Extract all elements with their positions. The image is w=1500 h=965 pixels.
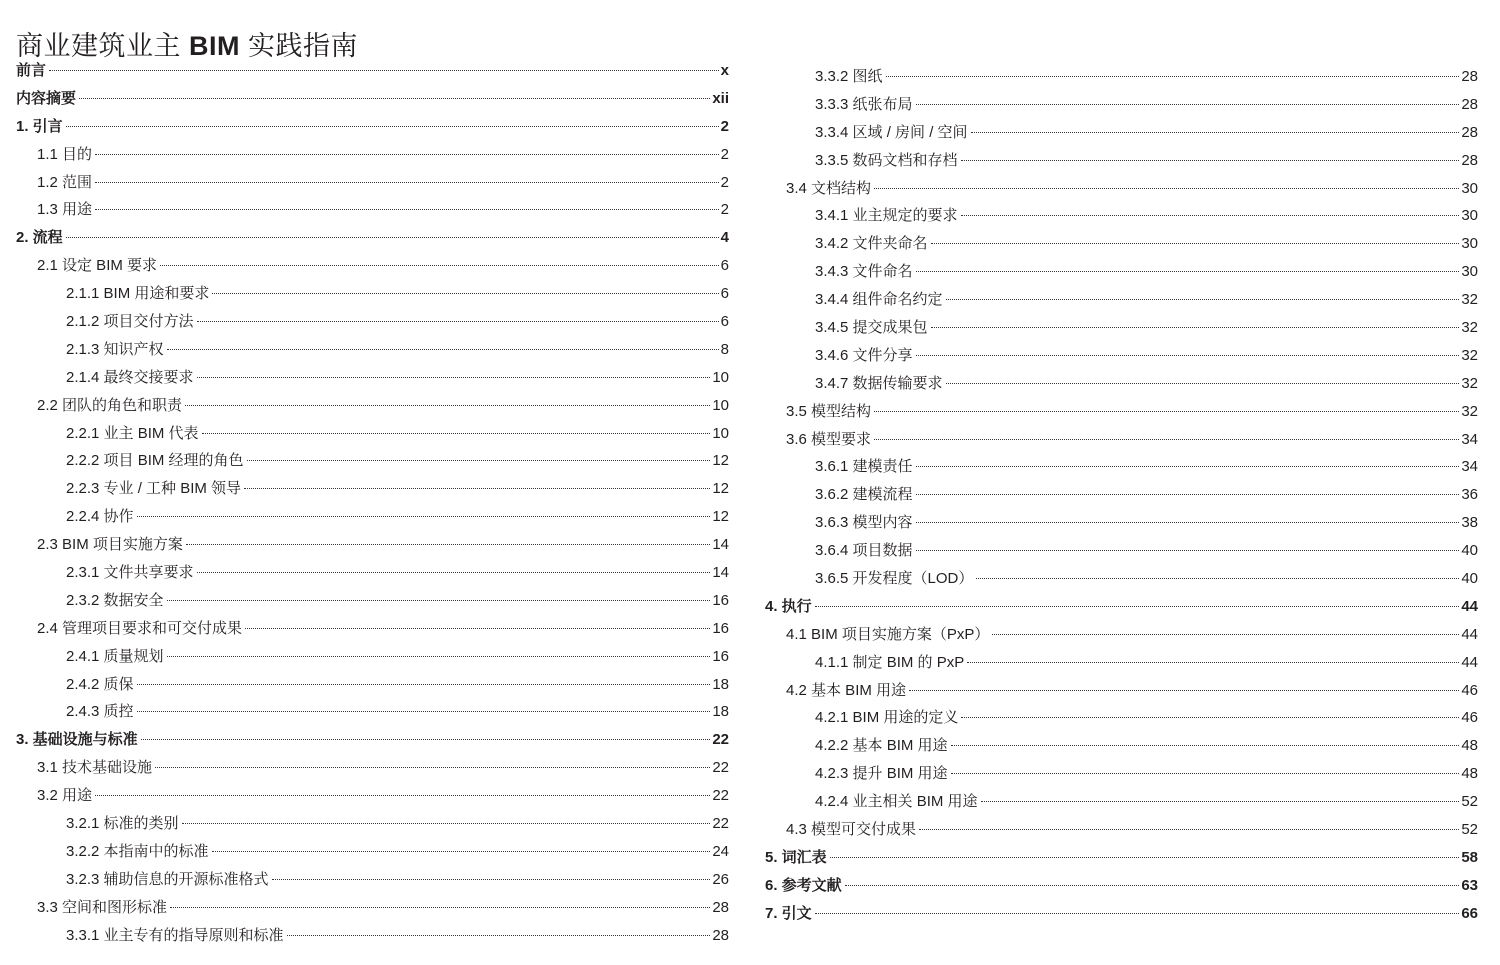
toc-entry[interactable] <box>765 426 1478 454</box>
dot-leader <box>185 405 710 406</box>
toc-entry-page-number: 30 <box>1461 263 1478 281</box>
dot-leader <box>981 801 1460 802</box>
toc-entry-label: 2.1.3 知识产权 <box>66 340 164 358</box>
dot-leader <box>961 160 1460 161</box>
dot-leader <box>951 745 1460 746</box>
dot-leader <box>916 271 1460 272</box>
toc-entry-label: 3.2.3 辅助信息的开源标准格式 <box>66 870 269 888</box>
toc-entry-page-number: 16 <box>712 591 729 609</box>
toc-entry-label: 1.2 范围 <box>37 173 93 191</box>
toc-entry-label: 3.3.4 区域 / 房间 / 空间 <box>815 123 968 141</box>
toc-entry-label: 3.3.2 图纸 <box>815 68 883 85</box>
dot-leader <box>916 494 1460 495</box>
toc-entry-page-number: 44 <box>1461 653 1478 671</box>
toc-entry-label: 3.4.4 组件命名约定 <box>815 291 943 309</box>
dot-leader <box>909 690 1459 691</box>
dot-leader <box>160 265 719 266</box>
dot-leader <box>815 913 1460 914</box>
toc-entry-page-number: 12 <box>712 480 729 498</box>
dot-leader <box>971 132 1460 133</box>
dot-leader <box>874 188 1459 189</box>
dot-leader <box>197 321 719 322</box>
toc-entry[interactable] <box>765 509 1478 537</box>
toc-entry-label: 2.4 管理项目要求和可交付成果 <box>37 619 243 637</box>
toc-entry-page-number: 63 <box>1461 876 1478 894</box>
toc-entry-page-number: 6 <box>720 257 729 275</box>
toc-entry[interactable] <box>765 732 1478 760</box>
toc-entry[interactable] <box>765 844 1478 872</box>
toc-entry-page-number: 34 <box>1461 458 1478 476</box>
toc-entry-label: 3.1 技术基础设施 <box>37 759 153 777</box>
toc-entry[interactable] <box>16 196 729 224</box>
toc-entry-label: 1.3 用途 <box>37 201 93 219</box>
toc-entry[interactable] <box>16 447 729 475</box>
toc-entry-page-number: 48 <box>1461 765 1478 783</box>
toc-entry-label: 3.2 用途 <box>37 787 93 805</box>
dot-leader <box>272 879 711 880</box>
toc-entry[interactable] <box>765 202 1478 230</box>
toc-entry[interactable] <box>765 900 1478 928</box>
toc-entry[interactable] <box>765 175 1478 203</box>
toc-entry[interactable] <box>765 398 1478 426</box>
toc-entry-page-number: 28 <box>1461 68 1478 85</box>
toc-entry-page-number: 28 <box>712 898 729 916</box>
toc-entry[interactable] <box>765 621 1478 649</box>
page-title-prefix: 商业建筑业主 <box>16 31 190 62</box>
toc-entry-page-number: 12 <box>712 452 729 470</box>
toc-entry-page-number: 14 <box>712 536 729 554</box>
dot-leader <box>137 684 711 685</box>
toc-entry[interactable] <box>16 308 729 336</box>
toc-entry-page-number: 28 <box>1461 95 1478 113</box>
toc-entry[interactable] <box>765 537 1478 565</box>
toc-entry-page-number: 32 <box>1461 319 1478 337</box>
dot-leader <box>167 349 719 350</box>
toc-entry-label: 3.4 文档结构 <box>786 179 872 197</box>
toc-entry-page-number: 4 <box>720 229 729 247</box>
toc-left-column <box>16 57 729 950</box>
toc-entry[interactable] <box>765 816 1478 844</box>
toc-entry[interactable] <box>16 392 729 420</box>
dot-leader <box>167 600 711 601</box>
dot-leader <box>66 126 719 127</box>
toc-entry-label: 3.6.5 开发程度（LOD） <box>815 570 974 588</box>
dot-leader <box>961 215 1460 216</box>
dot-leader <box>49 70 719 71</box>
toc-entry-page-number: 32 <box>1461 346 1478 364</box>
toc-entry-label: 2.2.3 专业 / 工种 BIM 领导 <box>66 480 242 498</box>
toc-entry-label: 3.6.3 模型内容 <box>815 514 913 532</box>
toc-entry-label: 3.2.1 标准的类别 <box>66 815 179 833</box>
toc-entry[interactable] <box>765 119 1478 147</box>
dot-leader <box>137 516 711 517</box>
dot-leader <box>66 237 719 238</box>
toc-entry[interactable] <box>765 788 1478 816</box>
toc-entry-label: 6. 参考文献 <box>765 876 842 894</box>
toc-entry-label: 4.2.4 业主相关 BIM 用途 <box>815 793 978 811</box>
toc-entry-page-number: 14 <box>712 564 729 582</box>
toc-entry-page-number: 30 <box>1461 235 1478 253</box>
toc-entry-label: 2.4.3 质控 <box>66 703 134 721</box>
toc-entry[interactable] <box>765 286 1478 314</box>
toc-entry[interactable] <box>16 726 729 754</box>
toc-entry[interactable] <box>765 370 1478 398</box>
dot-leader <box>287 935 711 936</box>
toc-entry-page-number: x <box>720 62 729 79</box>
dot-leader <box>916 104 1460 105</box>
toc-entry-label: 3.4.7 数据传输要求 <box>815 374 943 392</box>
toc-entry-page-number: 48 <box>1461 737 1478 755</box>
toc-entry-page-number: 22 <box>712 815 729 833</box>
dot-leader <box>961 717 1459 718</box>
toc-entry[interactable] <box>16 280 729 308</box>
dot-leader <box>815 606 1460 607</box>
toc-entry[interactable] <box>16 475 729 503</box>
toc-entry-label: 3.5 模型结构 <box>786 402 872 420</box>
toc-entry-page-number: 6 <box>720 285 729 303</box>
dot-leader <box>919 829 1459 830</box>
toc-entry-page-number: 10 <box>712 424 729 442</box>
toc-entry-page-number: 2 <box>720 117 729 135</box>
dot-leader <box>167 656 711 657</box>
toc-entry-label: 2.2 团队的角色和职责 <box>37 396 183 414</box>
toc-entry-label: 3. 基础设施与标准 <box>16 731 138 749</box>
toc-entry-label: 内容摘要 <box>16 89 77 107</box>
toc-entry-label: 2.4.2 质保 <box>66 675 134 693</box>
toc-entry-page-number: 2 <box>720 173 729 191</box>
toc-entry-label: 1.1 目的 <box>37 145 93 163</box>
toc-entry-label: 5. 词汇表 <box>765 848 827 866</box>
toc-entry[interactable] <box>765 342 1478 370</box>
toc-entry-label: 2.1.2 项目交付方法 <box>66 313 194 331</box>
toc-entry[interactable] <box>16 113 729 141</box>
dot-leader <box>976 578 1459 579</box>
dot-leader <box>141 739 711 740</box>
dot-leader <box>916 522 1460 523</box>
dot-leader <box>916 355 1460 356</box>
toc-entry-label: 3.4.5 提交成果包 <box>815 319 928 337</box>
toc-entry-page-number: 28 <box>1461 151 1478 169</box>
dot-leader <box>197 377 711 378</box>
toc-entry[interactable] <box>16 643 729 671</box>
toc-entry-label: 3.3.5 数码文档和存档 <box>815 151 958 169</box>
toc-entry[interactable] <box>16 85 729 113</box>
toc-entry[interactable] <box>16 782 729 810</box>
toc-entry-label: 2.1.4 最终交接要求 <box>66 368 194 386</box>
toc-entry-label: 3.3 空间和图形标准 <box>37 898 168 916</box>
toc-right-column <box>765 63 1478 928</box>
toc-entry-label: 3.6.1 建模责任 <box>815 458 913 476</box>
toc-entry[interactable] <box>765 63 1478 91</box>
toc-entry[interactable] <box>16 336 729 364</box>
toc-entry-page-number: 10 <box>712 368 729 386</box>
dot-leader <box>845 885 1460 886</box>
toc-entry-label: 3.3.3 纸张布局 <box>815 95 913 113</box>
toc-entry-page-number: 16 <box>712 647 729 665</box>
toc-entry[interactable] <box>765 481 1478 509</box>
toc-entry[interactable] <box>765 258 1478 286</box>
dot-leader <box>951 773 1460 774</box>
toc-entry-page-number: 28 <box>1461 123 1478 141</box>
toc-entry-label: 4. 执行 <box>765 597 812 615</box>
dot-leader <box>886 76 1460 77</box>
toc-entry-page-number: 34 <box>1461 430 1478 448</box>
toc-entry[interactable] <box>16 810 729 838</box>
toc-entry-page-number: 26 <box>712 870 729 888</box>
toc-entry[interactable] <box>16 671 729 699</box>
dot-leader <box>95 209 719 210</box>
toc-entry[interactable] <box>765 704 1478 732</box>
dot-leader <box>95 795 710 796</box>
page-title-bold: BIM <box>189 31 241 62</box>
toc-entry-page-number: 36 <box>1461 486 1478 504</box>
dot-leader <box>931 243 1460 244</box>
toc-entry-label: 3.6 模型要求 <box>786 430 872 448</box>
toc-entry-label: 2.4.1 质量规划 <box>66 647 164 665</box>
toc-entry-page-number: 30 <box>1461 207 1478 225</box>
toc-entry-label: 2.1.1 BIM 用途和要求 <box>66 285 210 303</box>
dot-leader <box>946 383 1460 384</box>
dot-leader <box>155 767 710 768</box>
toc-entry-page-number: 22 <box>712 787 729 805</box>
dot-leader <box>992 634 1459 635</box>
toc-entry-label: 4.3 模型可交付成果 <box>786 821 917 839</box>
dot-leader <box>244 488 710 489</box>
toc-entry-page-number: 52 <box>1461 821 1478 839</box>
toc-entry-page-number: 28 <box>712 926 729 944</box>
toc-entry-page-number: 18 <box>712 703 729 721</box>
toc-entry-page-number: 10 <box>712 396 729 414</box>
toc-entry-page-number: 32 <box>1461 402 1478 420</box>
toc-entry-page-number: 30 <box>1461 179 1478 197</box>
toc-entry[interactable] <box>765 314 1478 342</box>
toc-entry-label: 2.2.2 项目 BIM 经理的角色 <box>66 452 244 470</box>
toc-entry[interactable] <box>765 91 1478 119</box>
toc-entry[interactable] <box>16 698 729 726</box>
toc-entry-label: 2.3.2 数据安全 <box>66 591 164 609</box>
toc-entry[interactable] <box>16 838 729 866</box>
toc-entry-label: 2.3.1 文件共享要求 <box>66 564 194 582</box>
toc-entry-page-number: xii <box>712 89 729 107</box>
toc-entry-page-number: 38 <box>1461 514 1478 532</box>
dot-leader <box>202 433 711 434</box>
toc-entry-label: 3.3.1 业主专有的指导原则和标准 <box>66 926 284 944</box>
toc-entry[interactable] <box>16 754 729 782</box>
dot-leader <box>245 628 710 629</box>
toc-entry-page-number: 8 <box>720 340 729 358</box>
toc-entry-page-number: 16 <box>712 619 729 637</box>
dot-leader <box>95 154 719 155</box>
toc-entry[interactable] <box>765 147 1478 175</box>
dot-leader <box>967 662 1459 663</box>
toc-entry[interactable] <box>16 615 729 643</box>
toc-entry[interactable] <box>16 531 729 559</box>
toc-entry[interactable] <box>16 866 729 894</box>
toc-entry-label: 4.1 BIM 项目实施方案（PxP） <box>786 625 990 643</box>
toc-entry[interactable] <box>765 677 1478 705</box>
toc-entry-page-number: 46 <box>1461 681 1478 699</box>
dot-leader <box>186 544 710 545</box>
dot-leader <box>931 327 1460 328</box>
toc-entry[interactable] <box>16 894 729 922</box>
toc-entry[interactable] <box>765 649 1478 677</box>
toc-entry-page-number: 22 <box>712 731 729 749</box>
toc-entry-page-number: 32 <box>1461 291 1478 309</box>
toc-entry[interactable] <box>16 364 729 392</box>
toc-entry-label: 3.6.4 项目数据 <box>815 542 913 560</box>
toc-entry-label: 2.3 BIM 项目实施方案 <box>37 536 183 554</box>
toc-entry-page-number: 66 <box>1461 904 1478 922</box>
toc-entry-label: 4.2.2 基本 BIM 用途 <box>815 737 948 755</box>
toc-entry-label: 2. 流程 <box>16 229 63 247</box>
toc-entry-label: 4.2 基本 BIM 用途 <box>786 681 907 699</box>
toc-entry-label: 3.4.1 业主规定的要求 <box>815 207 958 225</box>
toc-entry-label: 4.2.3 提升 BIM 用途 <box>815 765 948 783</box>
toc-entry-label: 前言 <box>16 62 47 79</box>
toc-entry[interactable] <box>16 503 729 531</box>
dot-leader <box>95 182 719 183</box>
toc-entry-label: 3.4.3 文件命名 <box>815 263 913 281</box>
dot-leader <box>212 293 718 294</box>
toc-entry-label: 2.1 设定 BIM 要求 <box>37 257 158 275</box>
toc-entry-label: 3.6.2 建模流程 <box>815 486 913 504</box>
toc-entry-page-number: 2 <box>720 201 729 219</box>
dot-leader <box>247 460 711 461</box>
toc-entry[interactable] <box>765 872 1478 900</box>
toc-entry-label: 2.2.1 业主 BIM 代表 <box>66 424 199 442</box>
toc-entry-page-number: 44 <box>1461 625 1478 643</box>
toc-entry-page-number: 12 <box>712 508 729 526</box>
dot-leader <box>916 466 1460 467</box>
toc-entry-page-number: 24 <box>712 842 729 860</box>
toc-entry-page-number: 46 <box>1461 709 1478 727</box>
dot-leader <box>197 572 711 573</box>
toc-entry[interactable] <box>16 57 729 85</box>
toc-entry-label: 2.2.4 协作 <box>66 508 134 526</box>
page-title-suffix: 实践指南 <box>240 31 359 62</box>
toc-entry[interactable] <box>765 230 1478 258</box>
toc-entry-label: 3.4.6 文件分享 <box>815 346 913 364</box>
toc-entry-label: 3.2.2 本指南中的标准 <box>66 842 209 860</box>
dot-leader <box>830 857 1460 858</box>
dot-leader <box>946 299 1460 300</box>
toc-entry[interactable] <box>16 559 729 587</box>
toc-entry-label: 7. 引文 <box>765 904 812 922</box>
dot-leader <box>874 411 1459 412</box>
toc-entry-label: 4.2.1 BIM 用途的定义 <box>815 709 959 727</box>
dot-leader <box>137 711 711 712</box>
toc-entry-label: 3.4.2 文件夹命名 <box>815 235 928 253</box>
dot-leader <box>79 98 710 99</box>
toc-entry[interactable] <box>16 252 729 280</box>
toc-entry-page-number: 40 <box>1461 542 1478 560</box>
toc-entry[interactable] <box>16 169 729 197</box>
toc-entry[interactable] <box>16 141 729 169</box>
toc-entry[interactable] <box>765 760 1478 788</box>
toc-entry[interactable] <box>16 922 729 950</box>
toc-entry[interactable] <box>765 565 1478 593</box>
dot-leader <box>916 550 1460 551</box>
toc-entry[interactable] <box>16 420 729 448</box>
toc-entry-page-number: 2 <box>720 145 729 163</box>
dot-leader <box>182 823 711 824</box>
toc-entry-page-number: 58 <box>1461 848 1478 866</box>
toc-entry-page-number: 22 <box>712 759 729 777</box>
dot-leader <box>170 907 710 908</box>
toc-entry-page-number: 44 <box>1461 597 1478 615</box>
toc-entry[interactable] <box>765 593 1478 621</box>
toc-entry[interactable] <box>765 453 1478 481</box>
toc-entry-label: 4.1.1 制定 BIM 的 PxP <box>815 653 965 671</box>
toc-entry-label: 1. 引言 <box>16 117 63 135</box>
toc-entry-page-number: 40 <box>1461 570 1478 588</box>
toc-entry-page-number: 18 <box>712 675 729 693</box>
toc-entry-page-number: 52 <box>1461 793 1478 811</box>
toc-entry-page-number: 6 <box>720 313 729 331</box>
toc-entry-page-number: 32 <box>1461 374 1478 392</box>
dot-leader <box>874 439 1459 440</box>
toc-entry[interactable] <box>16 224 729 252</box>
dot-leader <box>212 851 711 852</box>
toc-entry[interactable] <box>16 587 729 615</box>
